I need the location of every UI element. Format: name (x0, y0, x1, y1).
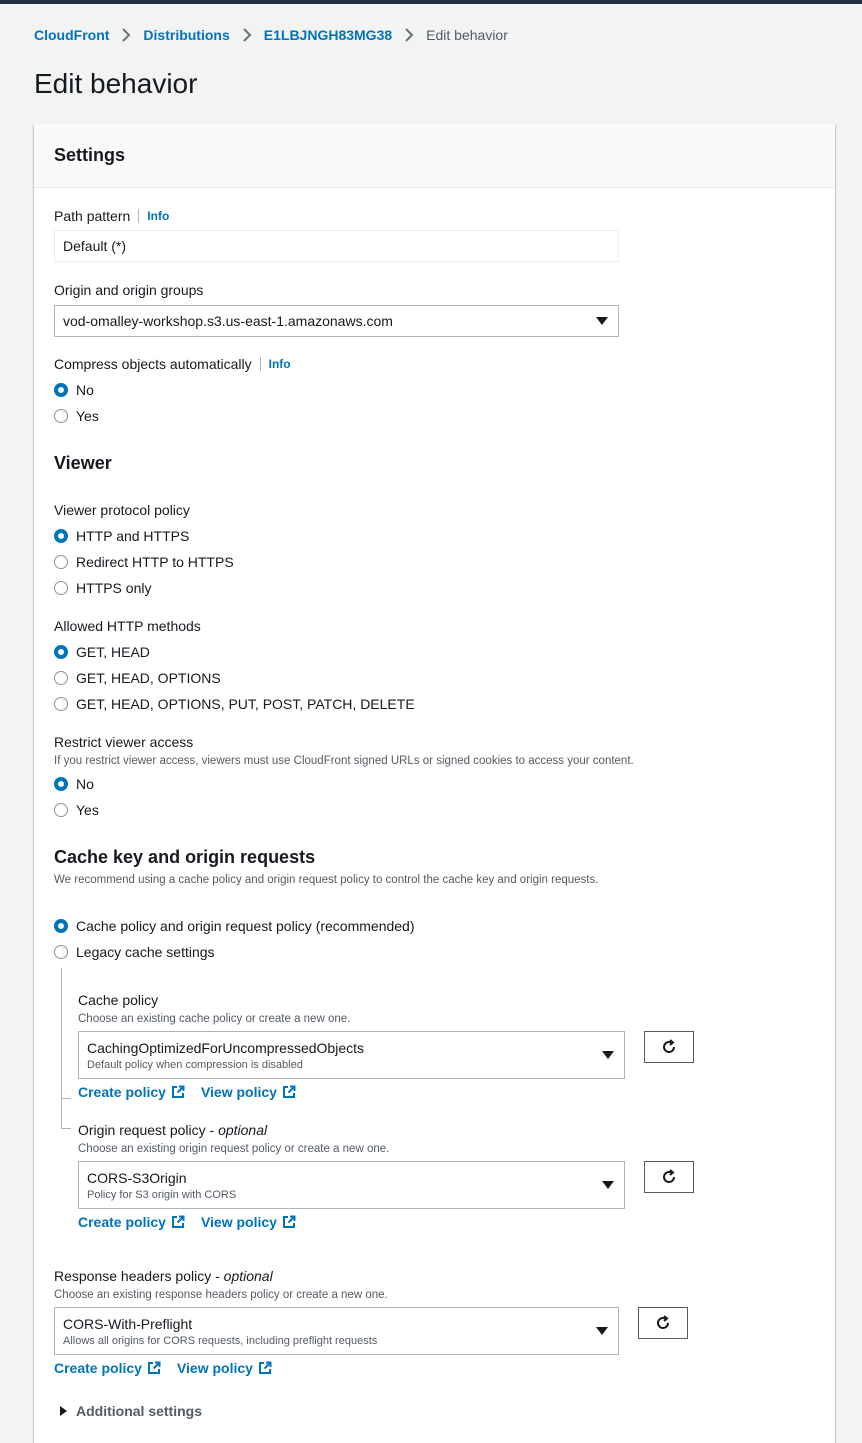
cache-policy-select[interactable] (78, 1031, 625, 1079)
cache-policy-recommended-radio[interactable] (54, 918, 415, 934)
protocol-http-https-radio[interactable] (54, 528, 189, 544)
radio-unchecked-icon (54, 555, 68, 569)
breadcrumb-distribution-id[interactable]: E1LBJNGH83MG38 (263, 27, 393, 43)
chevron-right-icon (109, 28, 143, 42)
top-bar (0, 0, 862, 4)
tree-line (61, 968, 62, 1098)
radio-label: No (76, 776, 94, 792)
cache-section-title: Cache key and origin requests (54, 847, 316, 867)
methods-all-radio[interactable] (54, 696, 415, 712)
origin-request-view-policy-link[interactable] (201, 1214, 296, 1230)
settings-title: Settings (54, 145, 126, 165)
tree-line (61, 1098, 62, 1128)
cache-view-policy-link[interactable] (201, 1084, 296, 1100)
refresh-icon (661, 1169, 677, 1185)
origin-request-policy-links (78, 1214, 296, 1230)
cache-policy-links (78, 1084, 296, 1100)
methods-get-head-options-radio[interactable] (54, 670, 221, 686)
label-text: Response headers policy - (54, 1268, 224, 1284)
origin-label: Origin and origin groups (54, 282, 204, 298)
compress-no-radio[interactable] (54, 382, 94, 398)
external-link-icon (171, 1085, 185, 1099)
breadcrumb-distributions[interactable]: Distributions (143, 27, 230, 43)
radio-label: GET, HEAD, OPTIONS, PUT, POST, PATCH, DELETE (76, 696, 415, 712)
radio-label: Yes (76, 408, 99, 424)
protocol-https-only-radio[interactable] (54, 580, 151, 596)
cache-section-description: We recommend using a cache policy and origin request policy to control the cache key and origin requests. (54, 874, 599, 886)
link-text: Create policy (78, 1084, 166, 1100)
restrict-yes-radio[interactable] (54, 802, 99, 818)
viewer-section-title: Viewer (54, 453, 112, 473)
cache-policy-description: Choose an existing cache policy or create a new one. (78, 1013, 351, 1025)
additional-settings-label: Additional settings (76, 1403, 202, 1419)
additional-settings-expander[interactable] (60, 1403, 202, 1419)
chevron-right-icon (392, 28, 426, 42)
viewer-protocol-label: Viewer protocol policy (54, 502, 190, 518)
cache-policy-refresh-button[interactable] (644, 1031, 694, 1063)
radio-unchecked-icon (54, 803, 68, 817)
cache-policy-value: CachingOptimizedForUncompressedObjects (87, 1039, 364, 1056)
radio-unchecked-icon (54, 945, 68, 959)
radio-unchecked-icon (54, 409, 68, 423)
origin-request-policy-label (78, 1122, 267, 1138)
origin-select-value: vod-omalley-workshop.s3.us-east-1.amazonaws.com (63, 313, 393, 329)
select-value-group (63, 1316, 377, 1347)
link-text: View policy (200, 1084, 277, 1100)
caret-down-icon (596, 317, 608, 325)
external-link-icon (258, 1361, 272, 1375)
path-pattern-info-link[interactable]: Info (138, 209, 169, 223)
origin-request-policy-select[interactable] (78, 1161, 625, 1209)
restrict-access-description: If you restrict viewer access, viewers must use CloudFront signed URLs or signed cookies to access your content. (54, 755, 634, 767)
response-headers-policy-description: Choose an existing response headers policy or create a new one. (54, 1289, 388, 1301)
response-headers-policy-links (54, 1360, 272, 1376)
cache-policy-value-description: Default policy when compression is disabled (87, 1058, 303, 1071)
caret-down-icon (602, 1051, 614, 1059)
external-link-icon (282, 1215, 296, 1229)
origin-select[interactable] (54, 305, 619, 337)
external-link-icon (171, 1215, 185, 1229)
tree-line (61, 1098, 71, 1099)
restrict-access-label: Restrict viewer access (54, 734, 194, 750)
compress-info-link[interactable]: Info (260, 357, 291, 371)
refresh-icon (661, 1039, 677, 1055)
origin-request-policy-description: Choose an existing origin request policy or create a new one. (78, 1143, 390, 1155)
external-link-icon (282, 1085, 296, 1099)
settings-panel (34, 124, 835, 1443)
path-pattern-label: Path pattern (54, 208, 131, 224)
radio-checked-icon (54, 383, 68, 397)
caret-down-icon (602, 1181, 614, 1189)
response-headers-policy-value-description: Allows all origins for CORS requests, including preflight requests (63, 1334, 378, 1347)
radio-unchecked-icon (54, 581, 68, 595)
radio-checked-icon (54, 529, 68, 543)
cache-policy-label: Cache policy (78, 992, 159, 1008)
breadcrumb-current: Edit behavior (426, 27, 508, 43)
link-text: View policy (200, 1214, 277, 1230)
breadcrumb (34, 27, 508, 43)
tree-line (61, 1128, 71, 1129)
panel-header (34, 124, 835, 188)
optional-tag: optional (223, 1268, 273, 1284)
radio-label: Redirect HTTP to HTTPS (76, 554, 234, 570)
radio-unchecked-icon (54, 671, 68, 685)
radio-label: HTTP and HTTPS (76, 528, 190, 544)
compress-yes-radio[interactable] (54, 408, 99, 424)
radio-label: HTTPS only (76, 580, 152, 596)
radio-label: No (76, 382, 94, 398)
radio-label: GET, HEAD, OPTIONS (76, 670, 221, 686)
external-link-icon (147, 1361, 161, 1375)
link-text: Create policy (54, 1360, 142, 1376)
response-headers-create-policy-link[interactable] (54, 1360, 161, 1376)
response-headers-policy-select[interactable] (54, 1307, 619, 1355)
radio-label: Legacy cache settings (76, 944, 215, 960)
response-headers-refresh-button[interactable] (638, 1307, 688, 1339)
origin-request-policy-value-description: Policy for S3 origin with CORS (87, 1188, 237, 1201)
chevron-right-icon (230, 28, 264, 42)
cache-create-policy-link[interactable] (78, 1084, 185, 1100)
breadcrumb-cloudfront[interactable]: CloudFront (34, 27, 110, 43)
restrict-no-radio[interactable] (54, 776, 94, 792)
path-pattern-label-row (54, 208, 169, 224)
select-value-group (87, 1040, 364, 1071)
radio-label: Cache policy and origin request policy (recommended) (76, 918, 415, 934)
optional-tag: optional (218, 1122, 268, 1138)
allowed-methods-label: Allowed HTTP methods (54, 618, 201, 634)
link-text: View policy (176, 1360, 253, 1376)
radio-label: GET, HEAD (76, 644, 150, 660)
origin-request-create-policy-link[interactable] (78, 1214, 185, 1230)
compress-label: Compress objects automatically (54, 356, 252, 372)
compress-label-row (54, 356, 291, 372)
page-title: Edit behavior (34, 68, 198, 99)
link-text: Create policy (78, 1214, 166, 1230)
protocol-redirect-radio[interactable] (54, 554, 234, 570)
caret-right-icon (60, 1406, 67, 1416)
path-pattern-input[interactable]: Default (*) (54, 230, 619, 262)
legacy-cache-settings-radio[interactable] (54, 944, 215, 960)
refresh-icon (655, 1315, 671, 1331)
response-headers-policy-label (54, 1268, 273, 1284)
radio-checked-icon (54, 645, 68, 659)
select-value-group (87, 1170, 236, 1201)
radio-checked-icon (54, 777, 68, 791)
origin-request-policy-refresh-button[interactable] (644, 1161, 694, 1193)
response-headers-policy-value: CORS-With-Preflight (63, 1315, 193, 1332)
response-headers-view-policy-link[interactable] (177, 1360, 272, 1376)
radio-label: Yes (76, 802, 99, 818)
radio-checked-icon (54, 919, 68, 933)
methods-get-head-radio[interactable] (54, 644, 150, 660)
caret-down-icon (596, 1327, 608, 1335)
radio-unchecked-icon (54, 697, 68, 711)
label-text: Origin request policy - (78, 1122, 219, 1138)
origin-request-policy-value: CORS-S3Origin (87, 1169, 187, 1186)
